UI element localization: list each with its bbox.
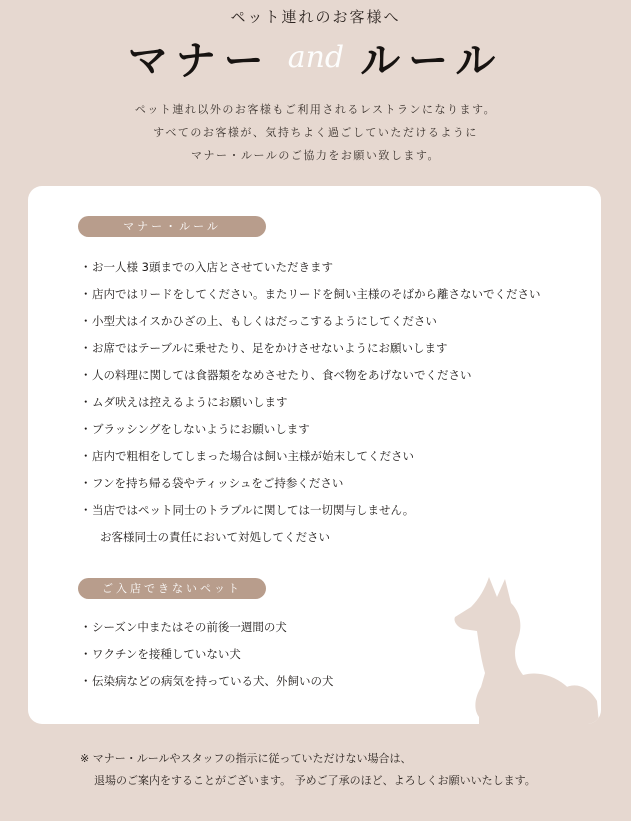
list-item xyxy=(80,499,580,526)
footer-note xyxy=(80,748,600,792)
bullet: ・ xyxy=(80,647,92,661)
bullet: ・ xyxy=(80,674,92,688)
rule-text: お席ではテーブルに乗せたり、足をかけさせないようにお願いします xyxy=(92,341,448,355)
rule-continuation: お客様同士の責任において対処してください xyxy=(100,530,330,544)
list-item xyxy=(80,337,580,364)
rule-text: ブラッシングをしないようにお願いします xyxy=(92,422,310,436)
rules-card xyxy=(28,186,601,724)
manner-rules-list xyxy=(80,256,580,553)
bullet: ・ xyxy=(80,422,92,436)
list-item xyxy=(80,256,580,283)
pet-text: 伝染病などの病気を持っている犬、外飼いの犬 xyxy=(92,674,334,688)
bullet: ・ xyxy=(80,476,92,490)
list-item xyxy=(80,616,380,643)
rule-text: 人の料理に関しては食器類をなめさせたり、食べ物をあげないでください xyxy=(92,368,472,382)
list-item xyxy=(80,670,380,697)
page-subtitle: ペット連れのお客様へ xyxy=(230,8,401,26)
rule-text: 当店ではペット同士のトラブルに関しては一切関与しません。 xyxy=(92,503,415,517)
rule-text: お一人様 3頭までの入店とさせていただきます xyxy=(92,260,333,274)
footer-line: ※ マナー・ルールやスタッフの指示に従っていただけない場合は、 xyxy=(80,752,412,765)
bullet: ・ xyxy=(80,368,92,382)
restricted-pets-list xyxy=(80,616,380,697)
bullet: ・ xyxy=(80,620,92,634)
intro-line: すべてのお客様が、気持ちよく過ごしていただけるように xyxy=(153,126,478,139)
title-rule: ルール xyxy=(360,37,504,84)
bullet: ・ xyxy=(80,449,92,463)
page-title xyxy=(0,28,631,86)
title-and: and xyxy=(287,39,345,75)
rule-text: 店内で粗相をしてしまった場合は飼い主様が始末してください xyxy=(92,449,414,463)
list-item xyxy=(80,283,580,310)
rule-text: フンを持ち帰る袋やティッシュをご持参ください xyxy=(92,476,344,490)
pets-section-title: ご入店できないペット xyxy=(78,578,266,599)
bullet: ・ xyxy=(80,503,92,517)
page-header xyxy=(0,0,631,180)
intro-line: マナー・ルールのご協力をお願い致します。 xyxy=(191,149,440,162)
rule-text: ムダ吠えは控えるようにお願いします xyxy=(92,395,288,409)
list-item xyxy=(80,445,580,472)
pet-text: シーズン中またはその前後一週間の犬 xyxy=(92,620,287,634)
list-item xyxy=(80,391,580,418)
bullet: ・ xyxy=(80,260,92,274)
rule-text: 小型犬はイスかひざの上、もしくはだっこするようにしてください xyxy=(92,314,437,328)
bullet: ・ xyxy=(80,395,92,409)
bullet: ・ xyxy=(80,341,92,355)
list-item xyxy=(80,643,380,670)
list-item xyxy=(80,418,580,445)
title-manner: マナー xyxy=(127,37,272,84)
list-item xyxy=(80,364,580,391)
list-item xyxy=(80,310,580,337)
dog-silhouette-icon xyxy=(451,569,601,724)
manner-section-title: マナー・ルール xyxy=(78,216,266,237)
intro-text xyxy=(0,98,631,167)
footer-line: 退場のご案内をすることがございます。 予めご了承のほど、よろしくお願いいたします。 xyxy=(94,774,536,787)
rule-text: 店内ではリードをしてください。またリードを飼い主様のそばから離さないでください xyxy=(92,287,541,301)
intro-line: ペット連れ以外のお客様もご利用されるレストランになります。 xyxy=(134,103,497,116)
pet-text: ワクチンを接種していない犬 xyxy=(92,647,241,661)
list-item xyxy=(80,472,580,499)
bullet: ・ xyxy=(80,314,92,328)
bullet: ・ xyxy=(80,287,92,301)
